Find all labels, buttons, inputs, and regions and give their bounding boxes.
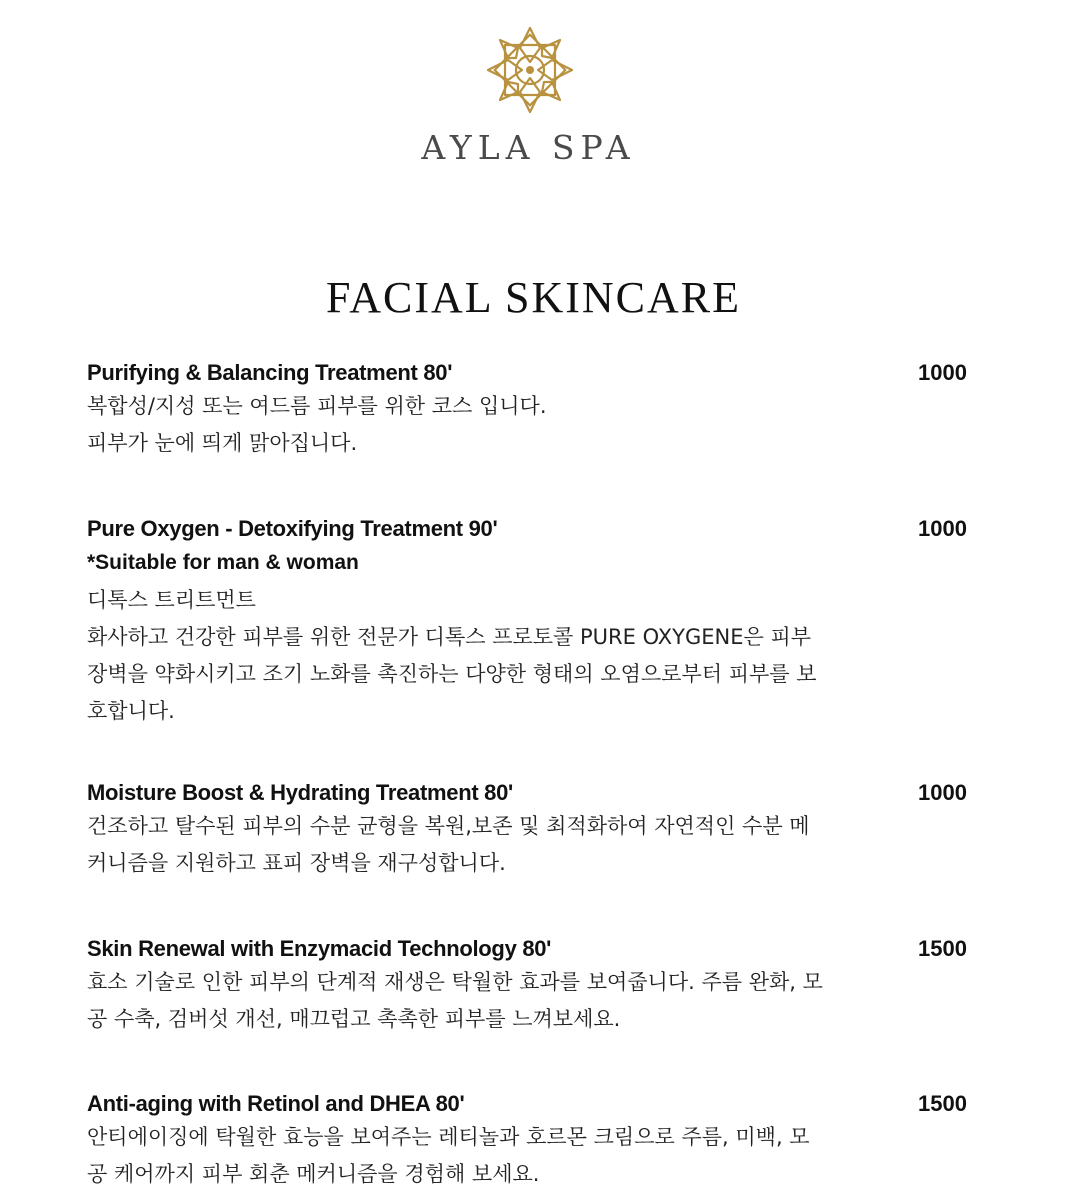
menu-item bbox=[87, 514, 967, 730]
description-line: 복합성/지성 또는 여드름 피부를 위한 코스 입니다. bbox=[87, 394, 547, 418]
item-name: Moisture Boost & Hydrating Treatment 80' bbox=[87, 780, 513, 805]
item-description bbox=[87, 1119, 967, 1193]
description-line: 장벽을 약화시키고 조기 노화를 촉진하는 다양한 형태의 오염으로부터 피부를 보 bbox=[87, 662, 817, 686]
menu-item bbox=[87, 778, 967, 882]
description-line: 피부가 눈에 띄게 맑아집니다. bbox=[87, 431, 358, 455]
description-line: 안티에이징에 탁월한 효능을 보여주는 레티놀과 호르몬 크림으로 주름, 미백, 모 bbox=[87, 1125, 810, 1149]
item-description bbox=[87, 808, 967, 882]
section-title: FACIAL SKINCARE bbox=[325, 273, 742, 322]
description-line: 호합니다. bbox=[87, 699, 175, 723]
item-name: Skin Renewal with Enzymacid Technology 80' bbox=[87, 936, 552, 961]
item-description bbox=[87, 964, 967, 1038]
menu-item bbox=[87, 358, 967, 462]
description-line: 디톡스 트리트먼트 bbox=[87, 588, 256, 612]
description-line: 공 케어까지 피부 회춘 메커니즘을 경험해 보세요. bbox=[87, 1162, 540, 1186]
item-price: 1000 bbox=[918, 516, 967, 541]
description-line: 공 수축, 검버섯 개선, 매끄럽고 촉촉한 피부를 느껴보세요. bbox=[87, 1007, 621, 1031]
description-line: 건조하고 탈수된 피부의 수분 균형을 복원,보존 및 최적화하여 자연적인 수분 메 bbox=[87, 814, 810, 838]
item-name: Purifying & Balancing Treatment 80' bbox=[87, 360, 453, 385]
menu-item bbox=[87, 934, 967, 1038]
description-line: 커니즘을 지원하고 표피 장벽을 재구성합니다. bbox=[87, 851, 506, 875]
item-price: 1000 bbox=[918, 780, 967, 805]
item-description bbox=[87, 582, 967, 730]
item-price: 1500 bbox=[918, 1091, 967, 1116]
item-name: Pure Oxygen - Detoxifying Treatment 90' bbox=[87, 516, 498, 541]
description-line: 화사하고 건강한 피부를 위한 전문가 디톡스 프로토콜 PURE OXYGENE은 피부 bbox=[87, 625, 812, 649]
menu-item bbox=[87, 1089, 967, 1193]
item-price: 1000 bbox=[918, 360, 967, 385]
gold-star-ornament-icon bbox=[478, 18, 582, 122]
item-name: Anti-aging with Retinol and DHEA 80' bbox=[87, 1091, 465, 1116]
item-note: *Suitable for man & woman bbox=[87, 551, 359, 574]
item-price: 1500 bbox=[918, 936, 967, 961]
description-line: 효소 기술로 인한 피부의 단계적 재생은 탁월한 효과를 보여줍니다. 주름 완화, 모 bbox=[87, 970, 823, 994]
item-description bbox=[87, 388, 967, 462]
brand-name: AYLA SPA bbox=[421, 128, 636, 167]
